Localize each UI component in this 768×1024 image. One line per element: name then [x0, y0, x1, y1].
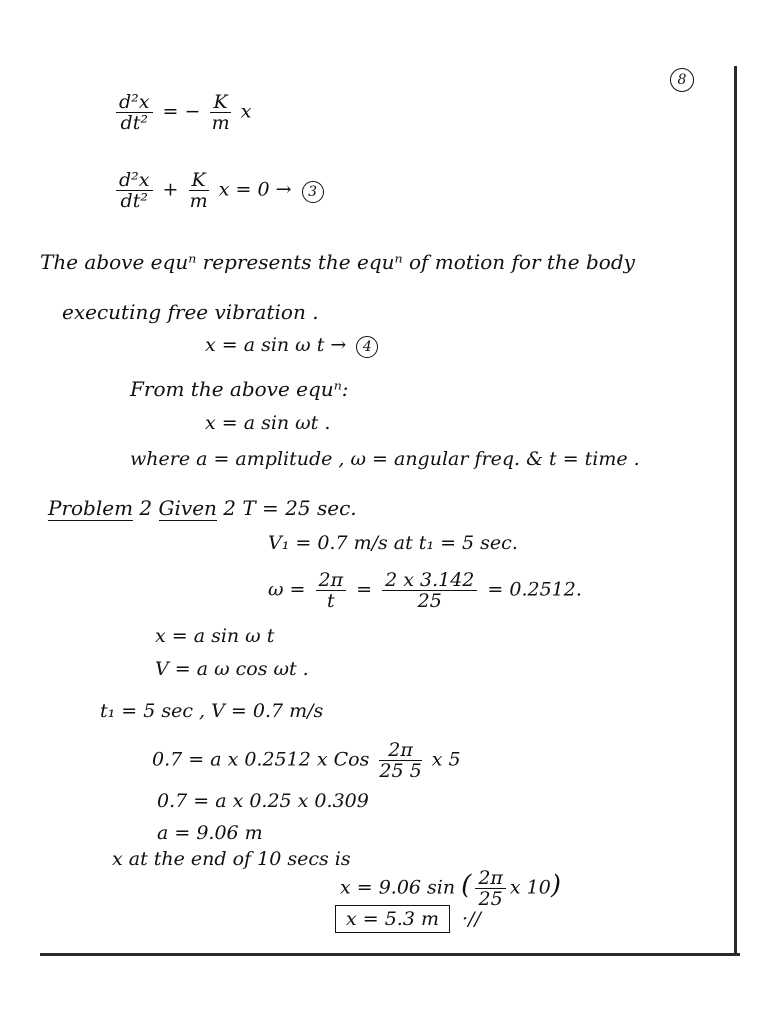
eq2-tag: 3: [302, 181, 324, 203]
calc4-f-num: 2π: [475, 868, 506, 889]
eq2-plus: +: [162, 178, 179, 201]
equation-5: x = a sin ωt .: [205, 412, 331, 434]
page-number: 8: [670, 68, 694, 92]
calc4-f-den: 25: [478, 888, 503, 910]
page-bottom-edge: [40, 953, 740, 956]
line-t1: t₁ = 5 sec , V = 0.7 m/s: [100, 700, 324, 722]
eq2-rest: x = 0 →: [218, 178, 292, 201]
eq4-tag: 4: [356, 336, 378, 358]
eq2-k-den: m: [189, 190, 208, 212]
omega-result: = 0.2512.: [487, 578, 582, 601]
eq1-k-num: K: [210, 92, 230, 113]
eq4-text: x = a sin ω t →: [205, 334, 347, 356]
calc4-right: x 10: [509, 876, 551, 899]
omega-equation: [268, 570, 582, 611]
eq1-rhs: x: [240, 100, 252, 123]
page-right-edge: [734, 66, 737, 956]
calc-line-4: x = 9.06 sin ( $\frac{2\pi}{25}$ x 10): [340, 867, 561, 910]
omega-f1-den: t: [326, 590, 335, 612]
eq2-k-num: K: [189, 170, 209, 191]
problem-sep: 2: [139, 496, 153, 520]
eq1-k-den: m: [211, 112, 230, 134]
answer-box: x = 5.3 m: [335, 905, 450, 933]
text-line-2: executing free vibration .: [62, 300, 319, 324]
calc1-left: 0.7 = a x 0.2512 x Cos: [152, 748, 370, 771]
omega-lhs: ω =: [268, 578, 306, 601]
eq1-lhs-num: d²x: [116, 92, 153, 113]
text-line-3: From the above equⁿ:: [130, 377, 349, 401]
check-mark: ·//: [462, 908, 481, 930]
equation-x: x = a sin ω t: [155, 625, 275, 647]
answer-line: [335, 908, 481, 930]
calc-line-2: 0.7 = a x 0.25 x 0.309: [157, 790, 369, 812]
equation-v: V = a ω cos ωt .: [155, 658, 309, 680]
equation-1: [112, 92, 251, 133]
calc1-f-den: 25 5: [379, 760, 422, 782]
problem-label: Problem: [48, 496, 134, 520]
calc4-left: x = 9.06 sin: [340, 876, 456, 899]
equation-4: [205, 334, 378, 358]
problem-rest: 2 T = 25 sec.: [223, 496, 357, 520]
line-v1: V₁ = 0.7 m/s at t₁ = 5 sec.: [268, 532, 518, 554]
omega-f2-den: 25: [417, 590, 442, 612]
calc-line-3: a = 9.06 m: [157, 822, 263, 844]
omega-eq: =: [356, 578, 373, 601]
eq1-lhs-den: dt²: [120, 112, 148, 134]
calc-line-1: [152, 740, 461, 781]
text-line-5: x at the end of 10 secs is: [112, 848, 351, 870]
eq2-lhs-den: dt²: [120, 190, 148, 212]
omega-f1-num: 2π: [316, 570, 347, 591]
problem-heading: [48, 496, 357, 520]
omega-f2-num: 2 x 3.142: [382, 570, 477, 591]
eq2-lhs-num: d²x: [116, 170, 153, 191]
given-label: Given: [158, 496, 217, 520]
text-line-1: The above equⁿ represents the equⁿ of motion for the body: [40, 250, 635, 274]
eq1-mid: = −: [162, 100, 201, 123]
text-line-4: where a = amplitude , ω = angular freq. & t = time .: [130, 448, 640, 470]
equation-2: [112, 170, 324, 211]
calc1-f-num: 2π: [379, 740, 421, 761]
calc1-right: x 5: [431, 748, 461, 771]
